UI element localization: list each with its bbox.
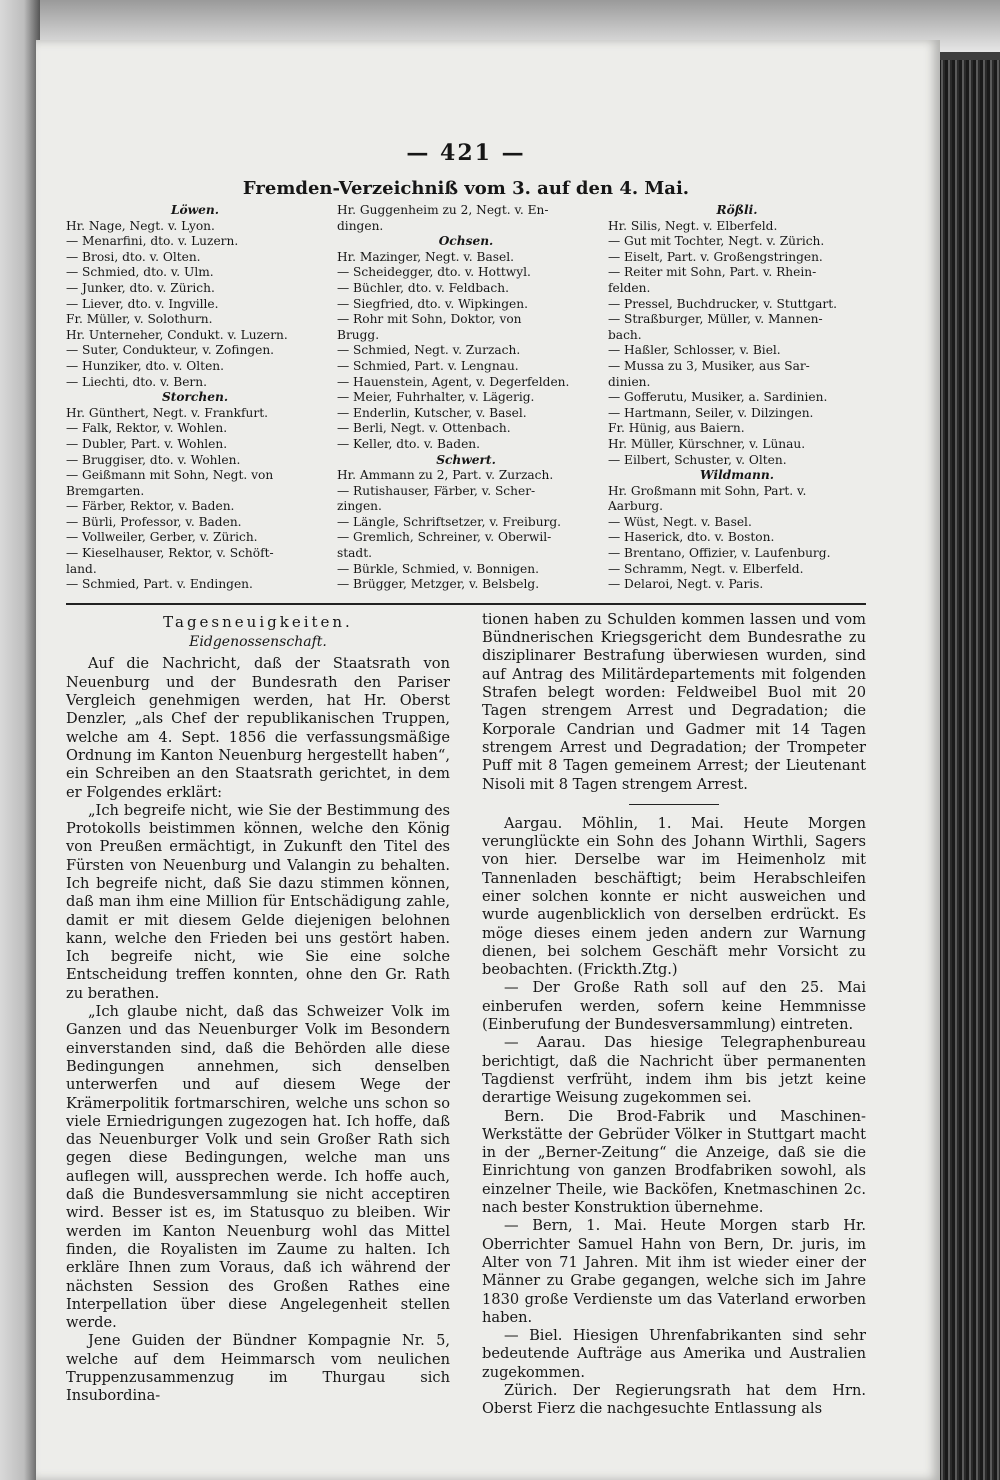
news-paragraph: Auf die Nachricht, daß der Staatsrath von Neuenburg und der Bundesrath den Pariser Vergleich genehmigen werden, hat Hr. Oberst Denzler, „als Chef der republikanischen Truppen, welche am 4. Sept. 1856 die verfassungsmäßige Ordnung im Kanton Neuenburg hergestellt haben“, ein Schreiben an den Staatsrath gerichtet, in dem er Folgendes erklärt:: [66, 655, 450, 801]
registry-entry: — Keller, dto. v. Baden.: [337, 436, 481, 451]
article-divider: [629, 804, 719, 805]
inn-heading: Löwen.: [170, 203, 220, 217]
registry-entry: — Wüst, Negt. v. Basel.: [608, 514, 752, 529]
registry-entry: dingen.: [337, 218, 384, 233]
registry-entry: — Brosi, dto. v. Olten.: [66, 249, 201, 264]
registry-title: Fremden-Verzeichniß vom 3. auf den 4. Mai.: [242, 178, 690, 199]
registry-entry: — Bürli, Professor, v. Baden.: [66, 514, 242, 529]
registry-entry: — Längle, Schriftsetzer, v. Freiburg.: [337, 514, 562, 529]
registry-entry: zingen.: [337, 499, 382, 514]
registry-entry: Hr. Silis, Negt. v. Elberfeld.: [608, 218, 778, 233]
scan-left-margin: [0, 0, 40, 1480]
news-paragraph: „Ich glaube nicht, daß das Schweizer Volk im Ganzen und das Neuenburger Volk im Besondern einverstanden sind, daß die Behörden alle diese Bedingungen annehmen, sich denselben unterwerfen und auf diesem Wege der Krämerpolitik fortmarschiren, welche uns schon so viele Erniedrigungen zugezogen hat. Ich hoffe, daß das Neuenburger Volk und sein Großer Rath sich gegen diese Bedingungen, welche man uns auflegen will, aussprechen werde. Ich hoffe auch, daß die Bundesversammlung sie nicht acceptiren wird. Besser ist es, im Statusquo zu bleiben. Wir werden im Kanton Neuenburg wohl das Mittel finden, die Royalisten im Zaume zu halten. Ich erkläre Ihnen zum Voraus, daß ich während der nächsten Session des Großen Rathes eine Interpellation über diese Angelegenheit stellen werde.: [66, 1003, 450, 1332]
registry-entry: — Hartmann, Seiler, v. Dilzingen.: [608, 405, 814, 420]
registry-entry: — Mussa zu 3, Musiker, aus Sar-: [608, 358, 810, 373]
news-paragraph: — Bern, 1. Mai. Heute Morgen starb Hr. Oberrichter Samuel Hahn von Bern, Dr. juris, im Alter von 71 Jahren. Mit ihm ist wieder einer der Männer zu Grabe gegangen, welche sich im Jahre 1830 große Verdienste um das Vaterland erworben haben.: [482, 1217, 866, 1326]
registry-entry: — Gremlich, Schreiner, v. Oberwil-: [337, 530, 552, 545]
news-column-right: [482, 611, 866, 1419]
registry-entry: Hr. Ammann zu 2, Part. v. Zurzach.: [337, 468, 554, 483]
registry-column-2: [337, 203, 595, 593]
registry-entry: — Schmied, dto. v. Ulm.: [66, 265, 214, 280]
registry-entry: Bremgarten.: [66, 483, 145, 498]
registry-entry: Hr. Guggenheim zu 2, Negt. v. En-: [337, 203, 549, 217]
page-content: [66, 140, 866, 1419]
inn-heading: Rößli.: [716, 203, 758, 217]
registry-column-3: [608, 203, 866, 593]
registry-entry: — Hunziker, dto. v. Olten.: [66, 358, 225, 373]
registry-entry: — Liever, dto. v. Ingville.: [66, 296, 219, 311]
registry-entry: — Rohr mit Sohn, Doktor, von: [337, 312, 522, 327]
registry-entry: — Brentano, Offizier, v. Laufenburg.: [608, 546, 831, 561]
registry-entry: — Junker, dto. v. Zürich.: [66, 280, 215, 295]
registry-entry: — Färber, Rektor, v. Baden.: [66, 499, 235, 514]
registry-entry: land.: [66, 561, 97, 576]
registry-entry: — Geißmann mit Sohn, Negt. von: [66, 468, 274, 483]
registry-entry: Brugg.: [337, 327, 380, 342]
inn-heading: Schwert.: [436, 452, 496, 467]
news-column-left: [66, 611, 450, 1419]
right-article-continuation: [482, 611, 866, 794]
registry-entry: — Gut mit Tochter, Negt. v. Zürich.: [608, 234, 825, 249]
registry-entry: — Brügger, Metzger, v. Belsbelg.: [337, 577, 540, 592]
newspaper-page: [36, 40, 940, 1480]
registry-entry: — Kieselhauser, Rektor, v. Schöft-: [66, 546, 274, 561]
registry-entry: — Straßburger, Müller, v. Mannen-: [608, 312, 823, 327]
news-paragraph: — Der Große Rath soll auf den 25. Mai einberufen werden, sofern keine Hemmnisse (Einberufung der Bundesversammlung) eintreten.: [482, 979, 866, 1034]
registry-entry: — Falk, Rektor, v. Wohlen.: [66, 421, 228, 436]
registry-entry: — Delaroi, Negt. v. Paris.: [608, 577, 764, 592]
registry-entry: — Pressel, Buchdrucker, v. Stuttgart.: [608, 296, 838, 311]
registry-entry: — Haserick, dto. v. Boston.: [608, 530, 775, 545]
registry-entry: — Menarfini, dto. v. Luzern.: [66, 234, 239, 249]
registry-entry: Aarburg.: [608, 499, 664, 514]
registry-entry: Hr. Mazinger, Negt. v. Basel.: [337, 249, 514, 264]
registry-entry: — Dubler, Part. v. Wohlen.: [66, 436, 228, 451]
news-paragraph: tionen haben zu Schulden kommen lassen und vom Bündnerischen Kriegsgericht dem Bundesrathe zu disziplinarer Bestrafung überwiesen wurden, sind auf Antrag des Militärdepartements mit folgenden Strafen belegt worden: Feldweibel Buol mit 20 Tagen strengem Arrest und Degradation; die Korporale Candrian und Gadmer mit 14 Tagen strengem Arrest und Degradation; der Trompeter Puff mit 8 Tagen gemeinem Arrest; der Lieutenant Nisoli mit 8 Tagen strengem Arrest.: [482, 610, 866, 793]
news-paragraph: — Aarau. Das hiesige Telegraphenbureau berichtigt, daß die Nachricht über permanenten Tagdienst verfrüht, indem ihm bis jetzt keine derartige Weisung zugekommen sei.: [482, 1034, 866, 1107]
subsection-title: Eidgenossenschaft.: [189, 634, 327, 651]
page-number: — 421 —: [406, 140, 526, 166]
registry-entry: stadt.: [337, 546, 372, 561]
registry-entry: — Schmied, Part. v. Lengnau.: [337, 358, 519, 373]
registry-entry: — Meier, Fuhrhalter, v. Lägerig.: [337, 390, 535, 405]
registry-entry: — Bürkle, Schmied, v. Bonnigen.: [337, 561, 539, 576]
registry-entry: — Enderlin, Kutscher, v. Basel.: [337, 405, 527, 420]
registry-entry: felden.: [608, 280, 651, 295]
section-divider: [66, 603, 866, 605]
registry-entry: — Gofferutu, Musiker, a. Sardinien.: [608, 390, 828, 405]
registry-entry: Hr. Müller, Kürschner, v. Lünau.: [608, 436, 806, 451]
registry-entry: Fr. Hünig, aus Baiern.: [608, 421, 745, 436]
registry-entry: Hr. Nage, Negt. v. Lyon.: [66, 218, 215, 233]
left-article-body: [66, 655, 450, 1405]
news-paragraph: Bern. Die Brod-Fabrik und Maschinen-Werkstätte der Gebrüder Völker in Stuttgart macht in der „Berner-Zeitung“ die Anzeige, daß sie die Einrichtung von ganzen Brodfabriken sowohl, als einzelner Theile, wie Backöfen, Knetmaschinen 2c. nach bester Konstruktion übernehme.: [482, 1107, 866, 1217]
registry-entry: — Suter, Condukteur, v. Zofingen.: [66, 343, 275, 358]
news-paragraph: „Ich begreife nicht, wie Sie der Bestimmung des Protokolls beistimmen können, welche den König von Preußen ermächtigt, in Zukunft den Titel des Fürsten von Neuenburg und Valangin zu behalten. Ich begreife nicht, daß Sie dazu stimmen können, daß man ihm eine Million für Entschädigung zahle, damit er mit diesem Gelde diejenigen belohnen kann, welche den Frieden bei uns gestört haben. Ich begreife nicht, wie Sie eine solche Entscheidung treffen konnten, ohne den Gr. Rath zu berathen.: [66, 801, 450, 1002]
inn-heading: Storchen.: [161, 390, 229, 405]
registry-entry: — Haßler, Schlosser, v. Biel.: [608, 343, 781, 358]
registry-entry: — Eilbert, Schuster, v. Olten.: [608, 452, 787, 467]
registry-entry: bach.: [608, 327, 642, 342]
registry-entry: — Berli, Negt. v. Ottenbach.: [337, 421, 511, 436]
news-paragraph: Jene Guiden der Bündner Kompagnie Nr. 5, welche auf dem Heimmarsch vom neulichen Truppenzusammenzug im Thurgau sich Insubordina-: [66, 1332, 450, 1405]
right-article-body: [482, 815, 866, 1419]
registry-entry: — Reiter mit Sohn, Part. v. Rhein-: [608, 265, 817, 280]
registry-entry: — Eiselt, Part. v. Großengstringen.: [608, 249, 823, 264]
registry-column-1: [66, 203, 324, 593]
news-section: [66, 611, 866, 1419]
visitor-registry: [66, 203, 866, 593]
registry-entry: — Siegfried, dto. v. Wipkingen.: [337, 296, 528, 311]
registry-entry: Hr. Günthert, Negt. v. Frankfurt.: [66, 405, 268, 420]
registry-entry: — Schmied, Part. v. Endingen.: [66, 577, 253, 592]
registry-entry: — Hauenstein, Agent, v. Degerfelden.: [337, 374, 570, 389]
registry-entry: — Liechti, dto. v. Bern.: [66, 374, 207, 389]
section-title: Tagesneuigkeiten.: [163, 612, 353, 631]
registry-entry: — Schramm, Negt. v. Elberfeld.: [608, 561, 804, 576]
inn-heading: Wildmann.: [699, 468, 774, 483]
registry-entry: Hr. Großmann mit Sohn, Part. v.: [608, 483, 807, 498]
registry-entry: Fr. Müller, v. Solothurn.: [66, 312, 213, 327]
news-paragraph: — Biel. Hiesigen Uhrenfabrikanten sind sehr bedeutende Aufträge aus Amerika und Australien zugekommen.: [482, 1327, 866, 1381]
registry-entry: — Schmied, Negt. v. Zurzach.: [337, 343, 521, 358]
inn-heading: Ochsen.: [438, 234, 494, 249]
registry-entry: — Bruggiser, dto. v. Wohlen.: [66, 452, 241, 467]
registry-entry: dinien.: [608, 374, 651, 389]
registry-entry: Hr. Unterneher, Condukt. v. Luzern.: [66, 327, 288, 342]
registry-entry: — Vollweiler, Gerber, v. Zürich.: [66, 530, 258, 545]
book-page-edges: [938, 60, 1000, 1480]
registry-entry: — Scheidegger, dto. v. Hottwyl.: [337, 265, 531, 280]
registry-entry: — Rutishauser, Färber, v. Scher-: [337, 483, 536, 498]
news-paragraph: Aargau. Möhlin, 1. Mai. Heute Morgen verunglückte ein Sohn des Johann Wirthli, Sagers von hier. Derselbe war im Heimenholz mit Tannenladen beschäftigt; beim Herabschleifen einer solchen konnte er nicht ausweichen und wurde augenblicklich von derselben erdrückt. Es möge dieses einem jeden andern zur Warnung dienen, bei solchem Geschäft mehr Vorsicht zu beobachten. (Frickth.Ztg.): [482, 814, 866, 979]
registry-entry: — Büchler, dto. v. Feldbach.: [337, 280, 509, 295]
news-paragraph: Zürich. Der Regierungsrath hat dem Hrn. Oberst Fierz die nachgesuchte Entlassung als: [482, 1382, 866, 1418]
